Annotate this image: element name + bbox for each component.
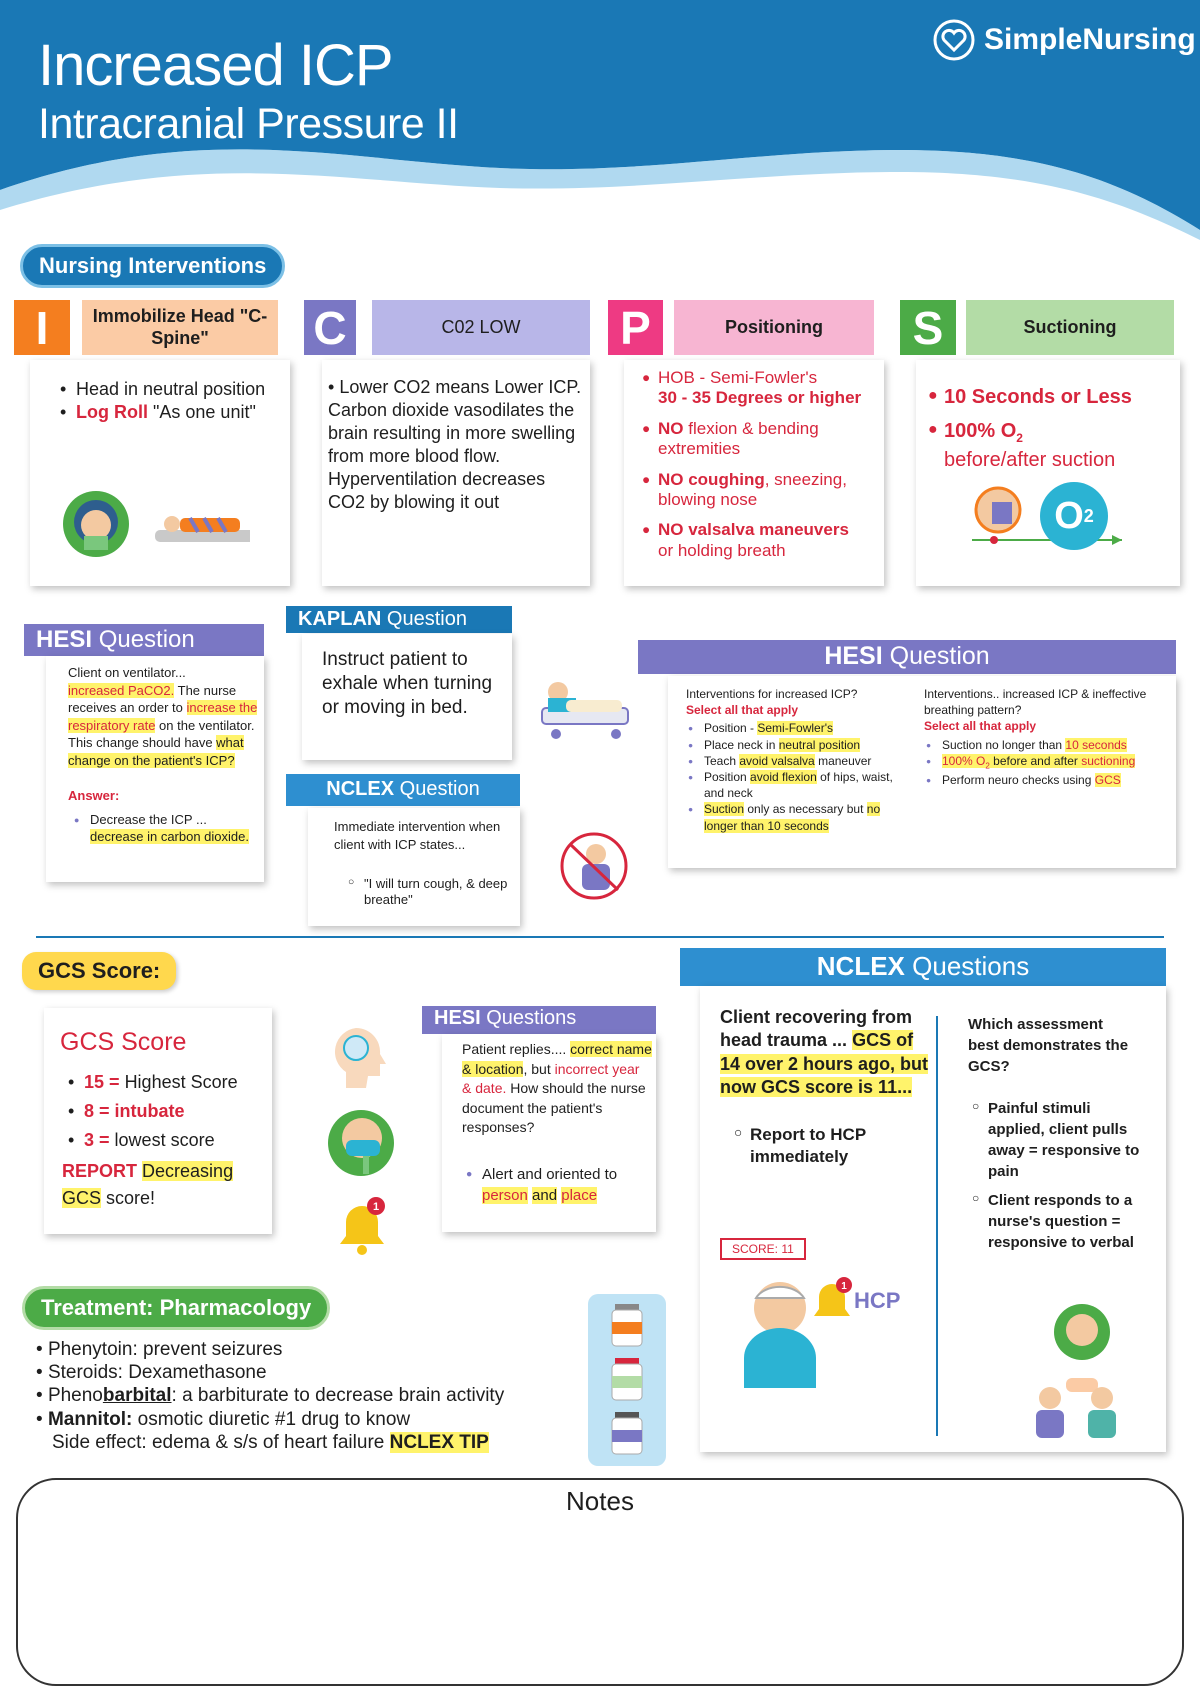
medication-vials-icon [588, 1294, 666, 1466]
drug-item: • Mannitol: osmotic diuretic #1 drug to know [36, 1408, 411, 1430]
suctioning-card [916, 360, 1180, 586]
immobilize-head-label: Immobilize Head "C-Spine" [82, 300, 278, 355]
gcs-report-text: REPORT Decreasing GCS score! [62, 1161, 234, 1208]
positioning-item: ● NO valsalva maneuvers or holding breath [640, 520, 878, 561]
hesi2-left-column: Interventions for increased ICP? Select all that apply ● Position - Semi-Fowler's ● Place neck in neutral position ● Teach avoid valsalva maneuver ● Position avoid flexion of hips, waist, and neck ● Suction only as necessary but no longer than 10 seconds [686, 686, 906, 834]
suctioning-item: ● 100% $O_2$ before/after suction [926, 418, 1176, 473]
hesi-question2-card [668, 676, 1176, 868]
section-divider [36, 936, 1164, 938]
nclex-questions-header: NCLEX Questions [680, 948, 1166, 986]
hesi2-option: ● Position - Semi-Fowler's [686, 720, 906, 736]
brand-name: SimpleNursing [984, 23, 1196, 56]
suctioning-item: ● 10 Seconds or Less [926, 384, 1176, 410]
hcp-bell-count: 1 [841, 1281, 847, 1292]
co2-low-label: C02 LOW [372, 300, 590, 355]
page-title: Increased ICP [38, 33, 393, 98]
nclex-question-text: Immediate intervention when client with ICP states... [334, 819, 501, 852]
nclex2-left-question: Client recovering from head trauma ... GCS of 14 over 2 hours ago, but now GCS score is 11... [720, 1007, 929, 1098]
gcs-score-pill: GCS Score: [22, 952, 176, 990]
hesi-questions-card [442, 1034, 656, 1232]
notes-title: Notes [566, 1486, 634, 1516]
hesi3-answer: ● Alert and oriented to person and place [464, 1164, 650, 1206]
hesi2-option: ● Teach avoid valsalva maneuver [686, 753, 906, 769]
notes-box[interactable] [16, 1478, 1184, 1686]
answer-item: ● Decrease the ICP ... decrease in carbon dioxide. [72, 812, 252, 846]
gcs-title: GCS Score [60, 1028, 187, 1056]
nurse-patient-icon [1020, 1302, 1130, 1442]
hesi-questions-header: HESI Questions [422, 1006, 656, 1034]
drug-side-effect: Side effect: edema & s/s of heart failure NCLEX TIP [52, 1431, 489, 1453]
pharmacology-pill: Treatment: Pharmacology [22, 1286, 330, 1330]
letter-p-box: P [608, 300, 663, 355]
bell-notification-icon [334, 1196, 390, 1260]
hesi2-option: ● Suction only as necessary but no longer than 10 seconds [686, 801, 906, 833]
co2-low-text: • Lower CO2 means Lower ICP. Carbon dioxide vasodilates the brain resulting in more swelling from more blood flow. Hyperventilation decreases CO2 by blowing it out [328, 377, 582, 513]
medication-vials-panel [588, 1294, 666, 1466]
hesi-question-header: HESI Question [24, 624, 264, 656]
hesi2-option: ● Position avoid flexion of hips, waist, and neck [686, 769, 906, 801]
nclex-question-header: NCLEX Question [286, 774, 520, 806]
intervention-item: • Log Roll "As one unit" [58, 401, 265, 424]
nclex2-right-question: Which assessment best demonstrates the GCS? [968, 1016, 1129, 1075]
hesi3-question-text: Patient replies.... correct name & location, but incorrect year & date. How should the nurse document the patient's responses? [462, 1041, 652, 1136]
gcs-item: • 8 = intubate [66, 1097, 238, 1126]
kaplan-question-header: KAPLAN Question [286, 606, 512, 633]
bell-count: 1 [372, 1201, 380, 1213]
gcs-score-card [44, 1008, 272, 1234]
patient-bed-icon [536, 672, 632, 742]
kaplan-question-text: Instruct patient to exhale when turning or moving in bed. [322, 649, 493, 718]
page-subtitle: Intracranial Pressure II [38, 100, 459, 148]
nclex2-left-answer: ○ Report to HCP immediately [732, 1124, 912, 1168]
suctioning-label: Suctioning [966, 300, 1174, 355]
gcs-item: • 15 = Highest Score [66, 1068, 238, 1097]
brand-logo [932, 18, 1196, 62]
hesi2-option: ● Place neck in neutral position [686, 737, 906, 753]
letter-s-box: S [900, 300, 956, 355]
positioning-label: Positioning [674, 300, 874, 355]
hesi2-option: ● Suction no longer than 10 seconds [924, 737, 1164, 753]
intervention-item: • Head in neutral position [58, 378, 265, 401]
log-roll-illustration [60, 488, 250, 560]
nclex-question-card [308, 808, 520, 926]
nclex2-right-option: ○ Painful stimuli applied, client pulls away = responsive to pain [970, 1098, 1150, 1182]
hesi-question-text: Client on ventilator... increased PaCO2. The nurse receives an order to increase the respiratory rate on the ventilator. This change should have what change on the patient's ICP? [68, 665, 258, 768]
stethoscope-heart-icon [932, 18, 976, 62]
letter-i-box: I [14, 300, 70, 355]
head-brain-icon [326, 1020, 392, 1090]
hcp-label: HCP [854, 1288, 901, 1313]
no-cough-icon [556, 830, 632, 902]
positioning-card [624, 360, 884, 586]
intubation-icon [326, 1108, 396, 1178]
o2-icon: O 2 [1040, 482, 1108, 550]
nclex-questions-card [700, 986, 1166, 1452]
nursing-interventions-pill: Nursing Interventions [20, 244, 285, 288]
drug-item: • Phenytoin: prevent seizures [36, 1339, 283, 1360]
hesi2-right-column: Interventions.. increased ICP & ineffective breathing pattern? Select all that apply ● Suction no longer than 10 seconds ● 100% $O_2$ before and after suctioning ● Perform neuro checks using GCS [924, 686, 1164, 788]
co2-low-card [322, 360, 590, 586]
immobilize-head-card [30, 360, 290, 586]
drug-item: • Phenobarbital: a barbiturate to decrease brain activity [36, 1385, 505, 1407]
positioning-item: ● NO flexion & bending extremities [640, 419, 878, 460]
nclex-option: ○ "I will turn cough, & deep breathe" [346, 876, 516, 909]
nclex2-column-divider [936, 1016, 938, 1436]
hesi2-option: ● Perform neuro checks using GCS [924, 772, 1164, 788]
hcp-bell-icon [812, 1276, 854, 1324]
letter-c-box: C [304, 300, 356, 355]
hesi-question2-header: HESI Question [638, 640, 1176, 674]
score-badge: SCORE: 11 [720, 1238, 806, 1260]
pharmacology-list [36, 1338, 596, 1454]
nclex2-right-option: ○ Client responds to a nurse's question = responsive to verbal [970, 1190, 1150, 1253]
hesi-question-card [46, 656, 264, 882]
drug-item: • Steroids: Dexamethasone [36, 1362, 267, 1384]
gcs-item: • 3 = lowest score [66, 1126, 238, 1155]
answer-label: Answer: [68, 788, 120, 803]
kaplan-question-card [302, 634, 512, 760]
positioning-item: ● HOB - Semi-Fowler's 30 - 35 Degrees or higher [640, 368, 878, 409]
hesi2-option: ● 100% $O_2$ before and after suctioning [924, 753, 1164, 772]
positioning-item: ● NO coughing, sneezing, blowing nose [640, 470, 878, 511]
